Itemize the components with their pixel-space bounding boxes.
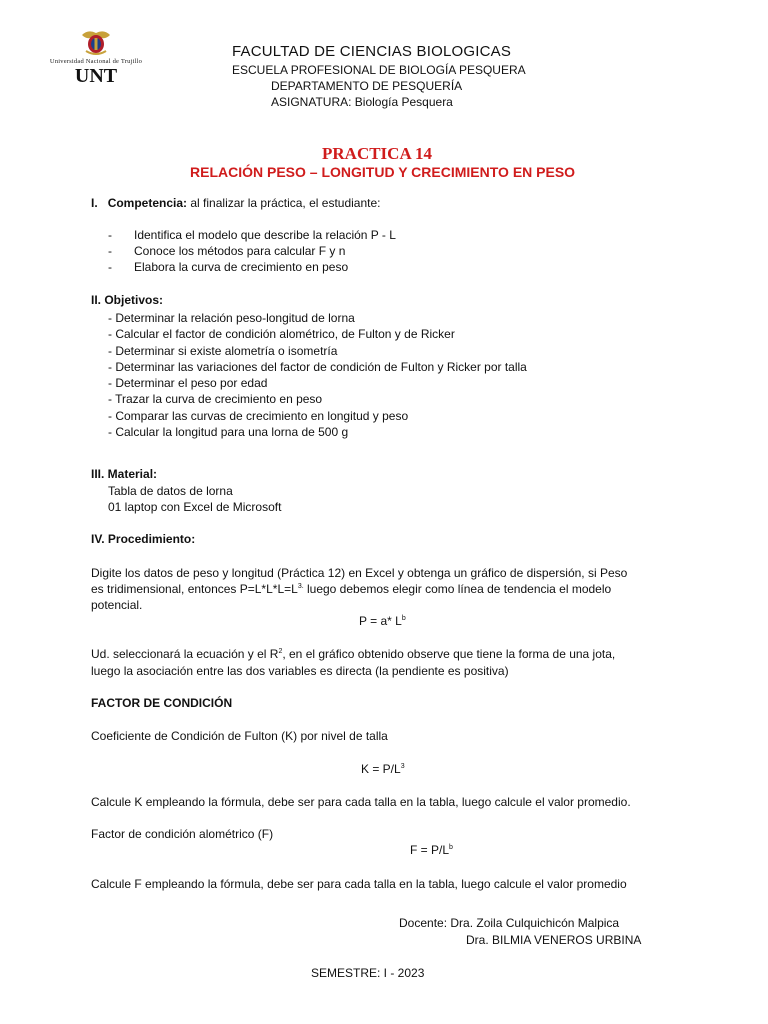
formula-power: P = a* $L^b$ bbox=[359, 614, 406, 628]
section-objetivos-heading: II. Objetivos: bbox=[91, 293, 164, 307]
alometric-label: Factor de condición alométrico (F) bbox=[91, 827, 274, 841]
list-item: - Calcular el factor de condición alométrico, de Fulton y de Ricker bbox=[108, 327, 455, 341]
list-item: - Conoce los métodos para calcular F y n bbox=[108, 244, 346, 258]
logo-acronym: UNT bbox=[74, 65, 118, 87]
list-item: - Calcular la longitud para una lorna de 500 g bbox=[108, 425, 349, 439]
list-item: - Comparar las curvas de crecimiento en longitud y peso bbox=[108, 409, 409, 423]
factor-heading: FACTOR DE CONDICIÓN bbox=[91, 696, 233, 710]
formula-alometric: $F = P/L^b$ bbox=[410, 843, 453, 857]
section-procedimiento-heading: IV. Procedimiento: bbox=[91, 532, 196, 546]
logo-university-name: Universidad Nacional de Trujillo bbox=[49, 58, 143, 65]
paragraph-line: Digite los datos de peso y longitud (Práctica 12) en Excel y obtenga un gráfico de dispersión, si Peso bbox=[91, 566, 628, 580]
practice-subtitle: RELACIÓN PESO – LONGITUD Y CRECIMIENTO EN PESO bbox=[190, 164, 576, 180]
docente-secondary: Dra. BILMIA VENEROS URBINA bbox=[466, 933, 642, 947]
faculty-title: FACULTAD DE CIENCIAS BIOLOGICAS bbox=[232, 43, 512, 60]
section-intro: al finalizar la práctica, el estudiante: bbox=[187, 196, 381, 210]
university-crest-icon bbox=[80, 27, 112, 57]
list-item: - Trazar la curva de crecimiento en peso bbox=[108, 392, 323, 406]
paragraph-line: potencial. bbox=[91, 598, 143, 612]
calc-k-instruction: Calcule K empleando la fórmula, debe ser para cada talla en la tabla, luego calcule el valor promedio. bbox=[91, 795, 631, 809]
semester-label: SEMESTRE: I - 2023 bbox=[311, 966, 425, 980]
subject-name: ASIGNATURA: Biología Pesquera bbox=[271, 95, 453, 109]
formula-fulton: $K = P/L^3$ bbox=[361, 762, 405, 776]
paragraph-line: es tridimensional, entonces $P=L*L*L=L^{3.}$ luego debemos elegir como línea de tendencia el modelo bbox=[91, 582, 612, 596]
section-material-heading: III. Material: bbox=[91, 467, 158, 481]
list-item: - Elabora la curva de crecimiento en peso bbox=[108, 260, 349, 274]
list-item: - Determinar el peso por edad bbox=[108, 376, 268, 390]
practice-title: PRACTICA 14 bbox=[322, 144, 433, 163]
section-title: Competencia: bbox=[107, 196, 188, 210]
paragraph-line: luego la asociación entre las dos variables es directa (la pendiente es positiva) bbox=[91, 664, 509, 678]
list-item: - Determinar la relación peso-longitud de lorna bbox=[108, 311, 355, 325]
list-item: - Determinar las variaciones del factor de condición de Fulton y Ricker por talla bbox=[108, 360, 527, 374]
school-name: ESCUELA PROFESIONAL DE BIOLOGÍA PESQUERA bbox=[232, 63, 526, 77]
docente-primary: Docente: Dra. Zoila Culquichicón Malpica bbox=[399, 916, 620, 930]
paragraph-line: Ud. seleccionará la ecuación y el $R^2$, en el gráfico obtenido observe que tiene la forma de una jota, bbox=[91, 647, 616, 661]
list-item: 01 laptop con Excel de Microsoft bbox=[108, 500, 282, 514]
list-item: Tabla de datos de lorna bbox=[108, 484, 233, 498]
list-item: - Determinar si existe alometría o isometría bbox=[108, 344, 338, 358]
list-item: - Identifica el modelo que describe la relación P - L bbox=[108, 228, 396, 242]
section-number: I. bbox=[91, 196, 98, 210]
section-competencia-heading bbox=[91, 196, 380, 210]
department-name: DEPARTAMENTO DE PESQUERÍA bbox=[271, 79, 463, 93]
university-logo bbox=[30, 27, 162, 89]
fulton-label: Coeficiente de Condición de Fulton (K) por nivel de talla bbox=[91, 729, 388, 743]
calc-f-instruction: Calcule F empleando la fórmula, debe ser para cada talla en la tabla, luego calcule el valor promedio bbox=[91, 877, 627, 891]
